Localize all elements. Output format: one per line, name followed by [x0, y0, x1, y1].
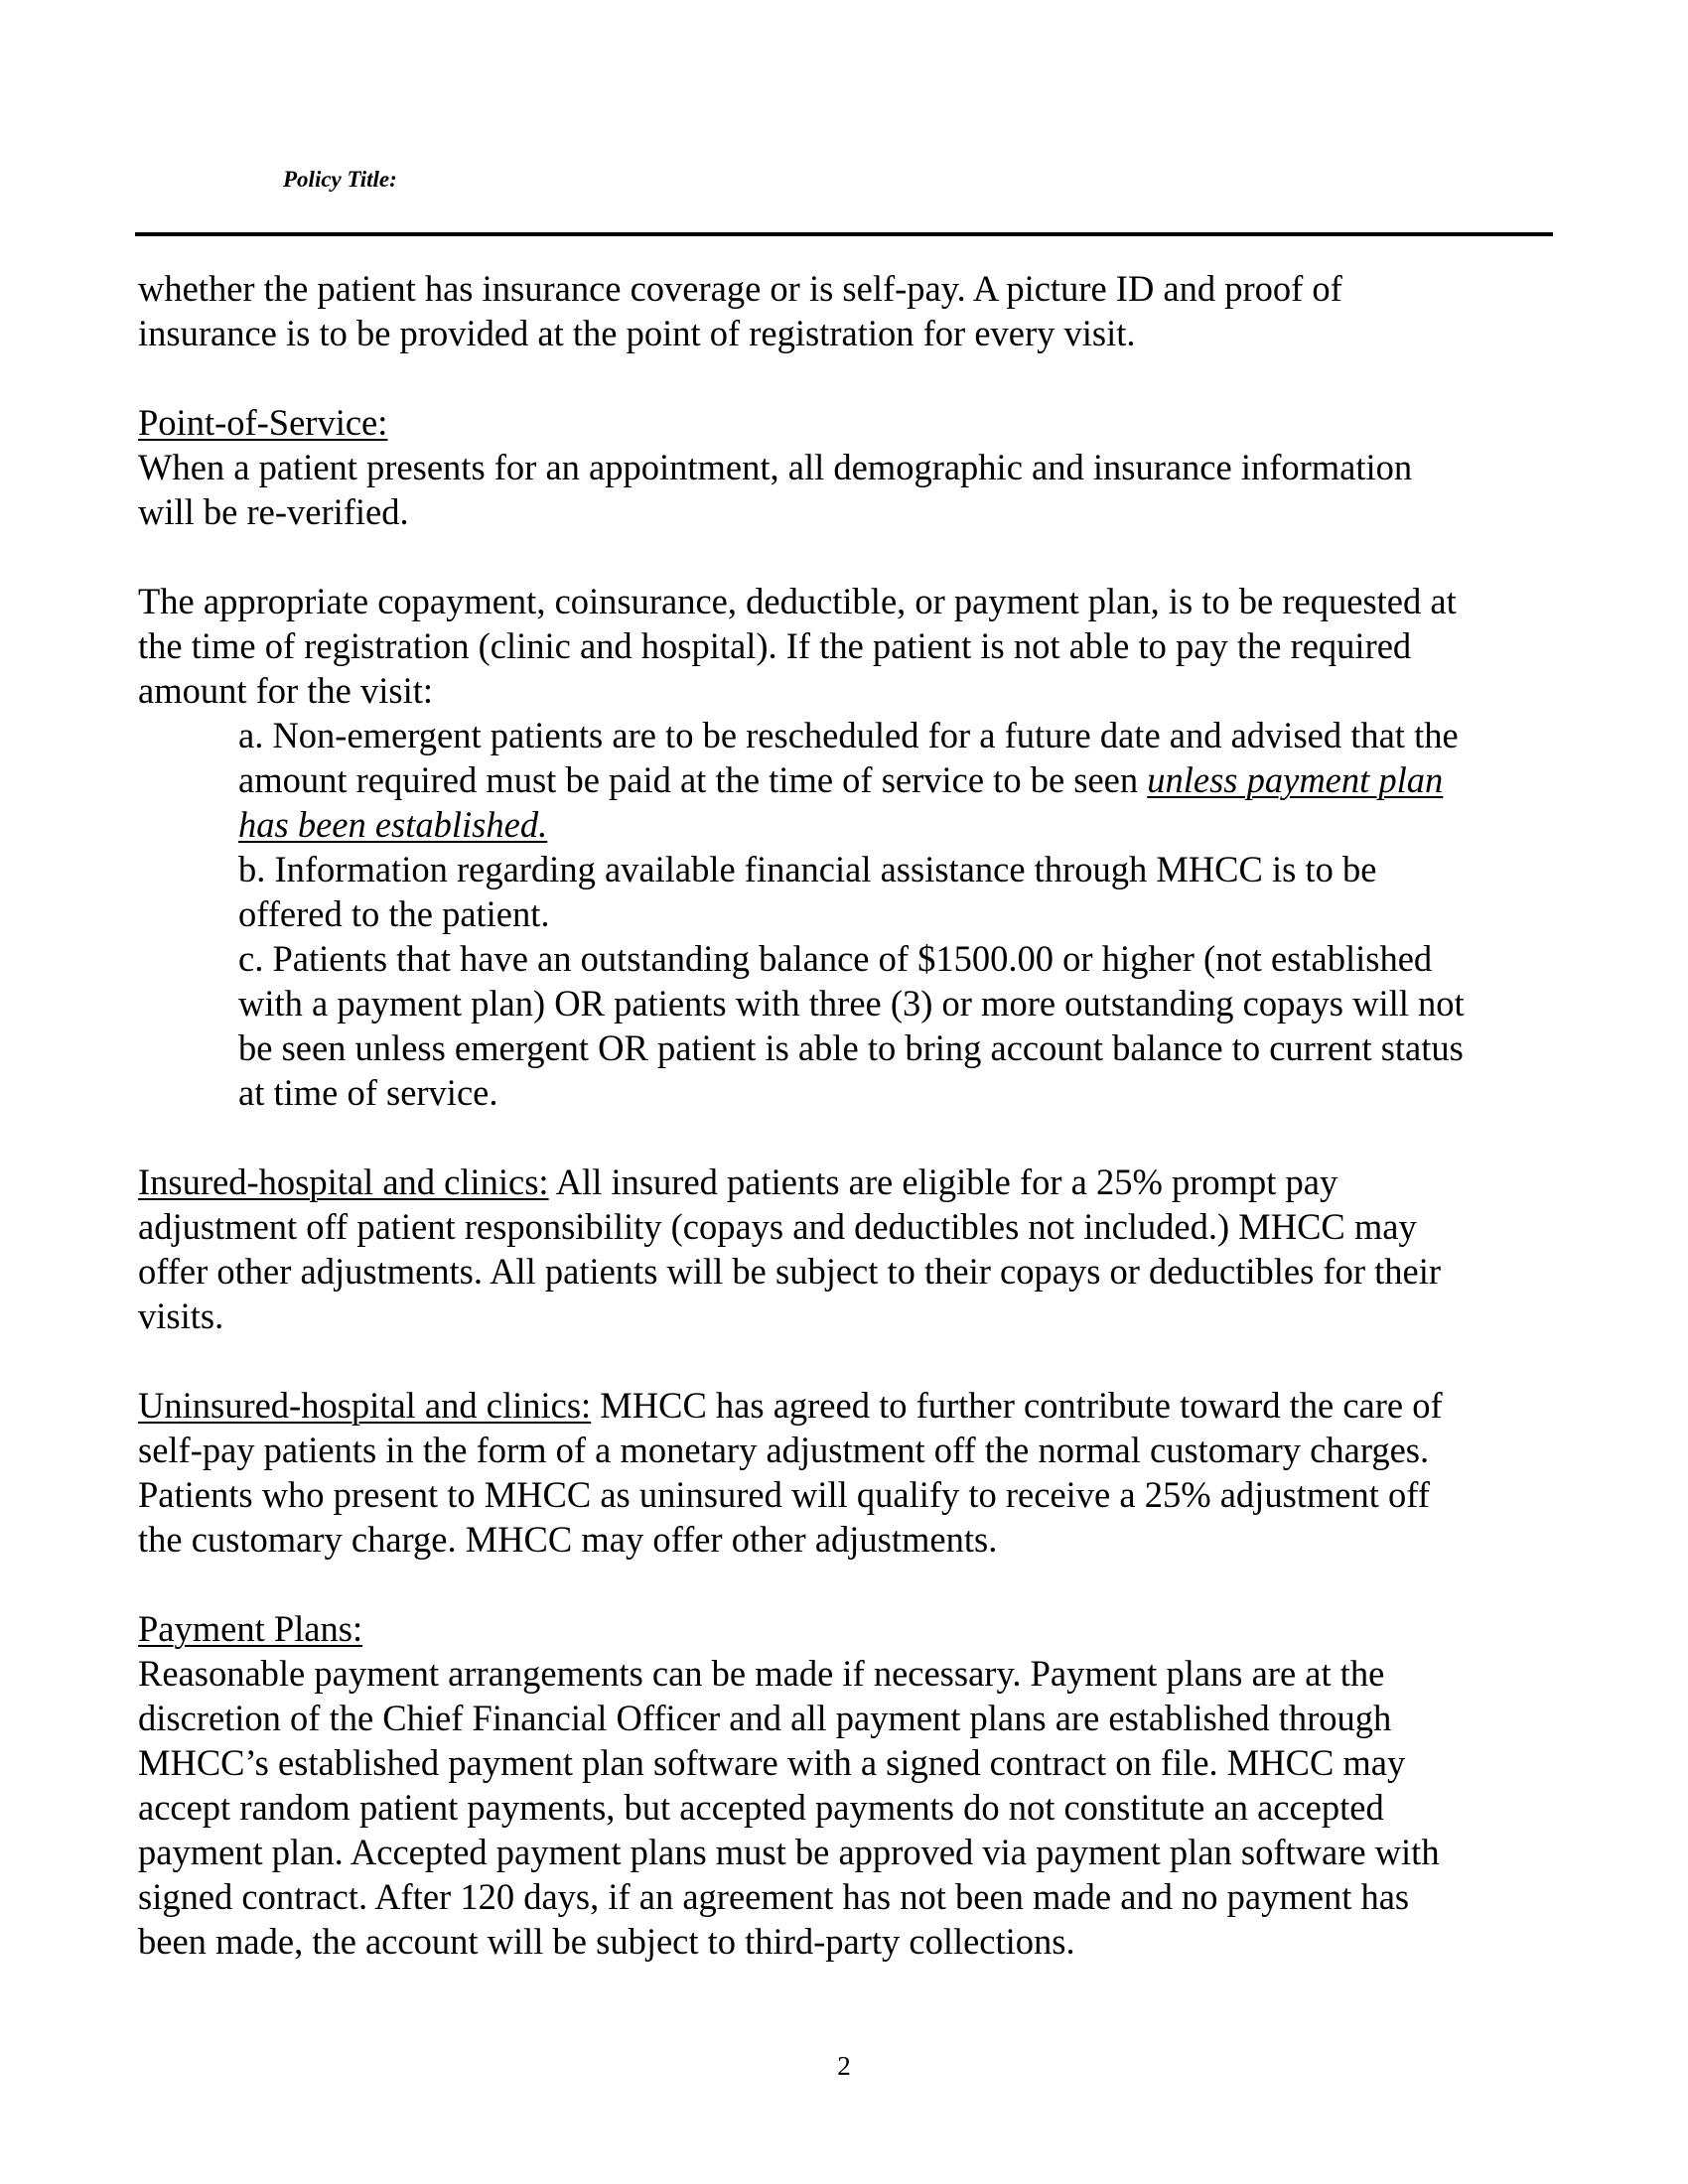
text-line: been made, the account will be subject to third-party collections.	[138, 1921, 1075, 1962]
text-line: amount for the visit:	[138, 670, 434, 711]
list-item-b	[138, 847, 1568, 936]
section-heading: Insured-hospital and clinics:	[138, 1161, 549, 1202]
text-line: When a patient presents for an appointment, all demographic and insurance information	[138, 447, 1413, 487]
text-line: be seen unless emergent OR patient is able to bring account balance to current status	[238, 1027, 1464, 1068]
insured-section	[138, 1160, 1568, 1338]
paragraph-spacer	[138, 534, 1568, 579]
policy-title-label: Policy Title:	[283, 167, 397, 192]
document-body	[138, 266, 1568, 1964]
text-line: Patients who present to MHCC as uninsured will qualify to receive a 25% adjustment off	[138, 1474, 1430, 1515]
text-line: MHCC’s established payment plan software with a signed contract on file. MHCC may	[138, 1742, 1406, 1783]
paragraph-spacer	[138, 1115, 1568, 1160]
emphasis-text: has been established.	[238, 804, 548, 845]
text-line: will be re-verified.	[138, 491, 409, 532]
text-line: at time of service.	[238, 1072, 498, 1113]
text-line	[138, 1160, 1568, 1204]
page-number: 2	[837, 2051, 851, 2081]
text-span: amount required must be paid at the time of service to be seen	[238, 759, 1148, 800]
text-line: visits.	[138, 1296, 224, 1336]
text-line: The appropriate copayment, coinsurance, deductible, or payment plan, is to be requested at	[138, 581, 1457, 621]
emphasis-text: unless payment plan	[1147, 759, 1444, 800]
text-line: the time of registration (clinic and hospital). If the patient is not able to pay the required	[138, 625, 1412, 666]
text-span: MHCC has agreed to further contribute toward the care of	[591, 1385, 1443, 1426]
text-line: insurance is to be provided at the point of registration for every visit.	[138, 313, 1136, 353]
section-heading: Point-of-Service:	[138, 402, 388, 443]
text-line: self-pay patients in the form of a monetary adjustment off the normal customary charges.	[138, 1430, 1430, 1470]
copayment-section	[138, 579, 1568, 1115]
payment-plans-section	[138, 1606, 1568, 1964]
header-divider	[135, 232, 1553, 236]
text-line: offer other adjustments. All patients will be subject to their copays or deductibles for their	[138, 1251, 1441, 1292]
text-line: signed contract. After 120 days, if an agreement has not been made and no payment has	[138, 1876, 1410, 1917]
section-heading: Uninsured-hospital and clinics:	[138, 1385, 592, 1426]
text-line: adjustment off patient responsibility (copays and deductibles not included.) MHCC may	[138, 1206, 1417, 1247]
section-heading: Payment Plans:	[138, 1608, 363, 1649]
list-item-c	[138, 936, 1568, 1115]
text-line: the customary charge. MHCC may offer other adjustments.	[138, 1519, 998, 1560]
text-line	[238, 757, 1568, 802]
paragraph-spacer	[138, 355, 1568, 400]
text-line: whether the patient has insurance coverage or is self-pay. A picture ID and proof of	[138, 268, 1342, 309]
text-span: All insured patients are eligible for a 25% prompt pay	[548, 1161, 1338, 1202]
continuation-paragraph	[138, 266, 1568, 355]
text-line: payment plan. Accepted payment plans must be approved via payment plan software with	[138, 1832, 1440, 1872]
text-line	[238, 802, 1568, 847]
uninsured-section	[138, 1383, 1568, 1562]
text-line: with a payment plan) OR patients with three (3) or more outstanding copays will not	[238, 983, 1465, 1024]
list-item-a	[138, 713, 1568, 847]
text-line	[138, 1383, 1568, 1428]
text-line: accept random patient payments, but accepted payments do not constitute an accepted	[138, 1787, 1384, 1828]
text-line: a. Non-emergent patients are to be rescheduled for a future date and advised that the	[238, 715, 1459, 755]
text-line: offered to the patient.	[238, 893, 550, 934]
text-line: b. Information regarding available financial assistance through MHCC is to be	[238, 849, 1377, 889]
paragraph-spacer	[138, 1338, 1568, 1383]
text-line: c. Patients that have an outstanding balance of $1500.00 or higher (not established	[238, 938, 1433, 979]
text-line: Reasonable payment arrangements can be made if necessary. Payment plans are at the	[138, 1653, 1385, 1694]
point-of-service-section	[138, 400, 1568, 534]
text-line: discretion of the Chief Financial Officer and all payment plans are established through	[138, 1698, 1392, 1738]
paragraph-spacer	[138, 1562, 1568, 1606]
